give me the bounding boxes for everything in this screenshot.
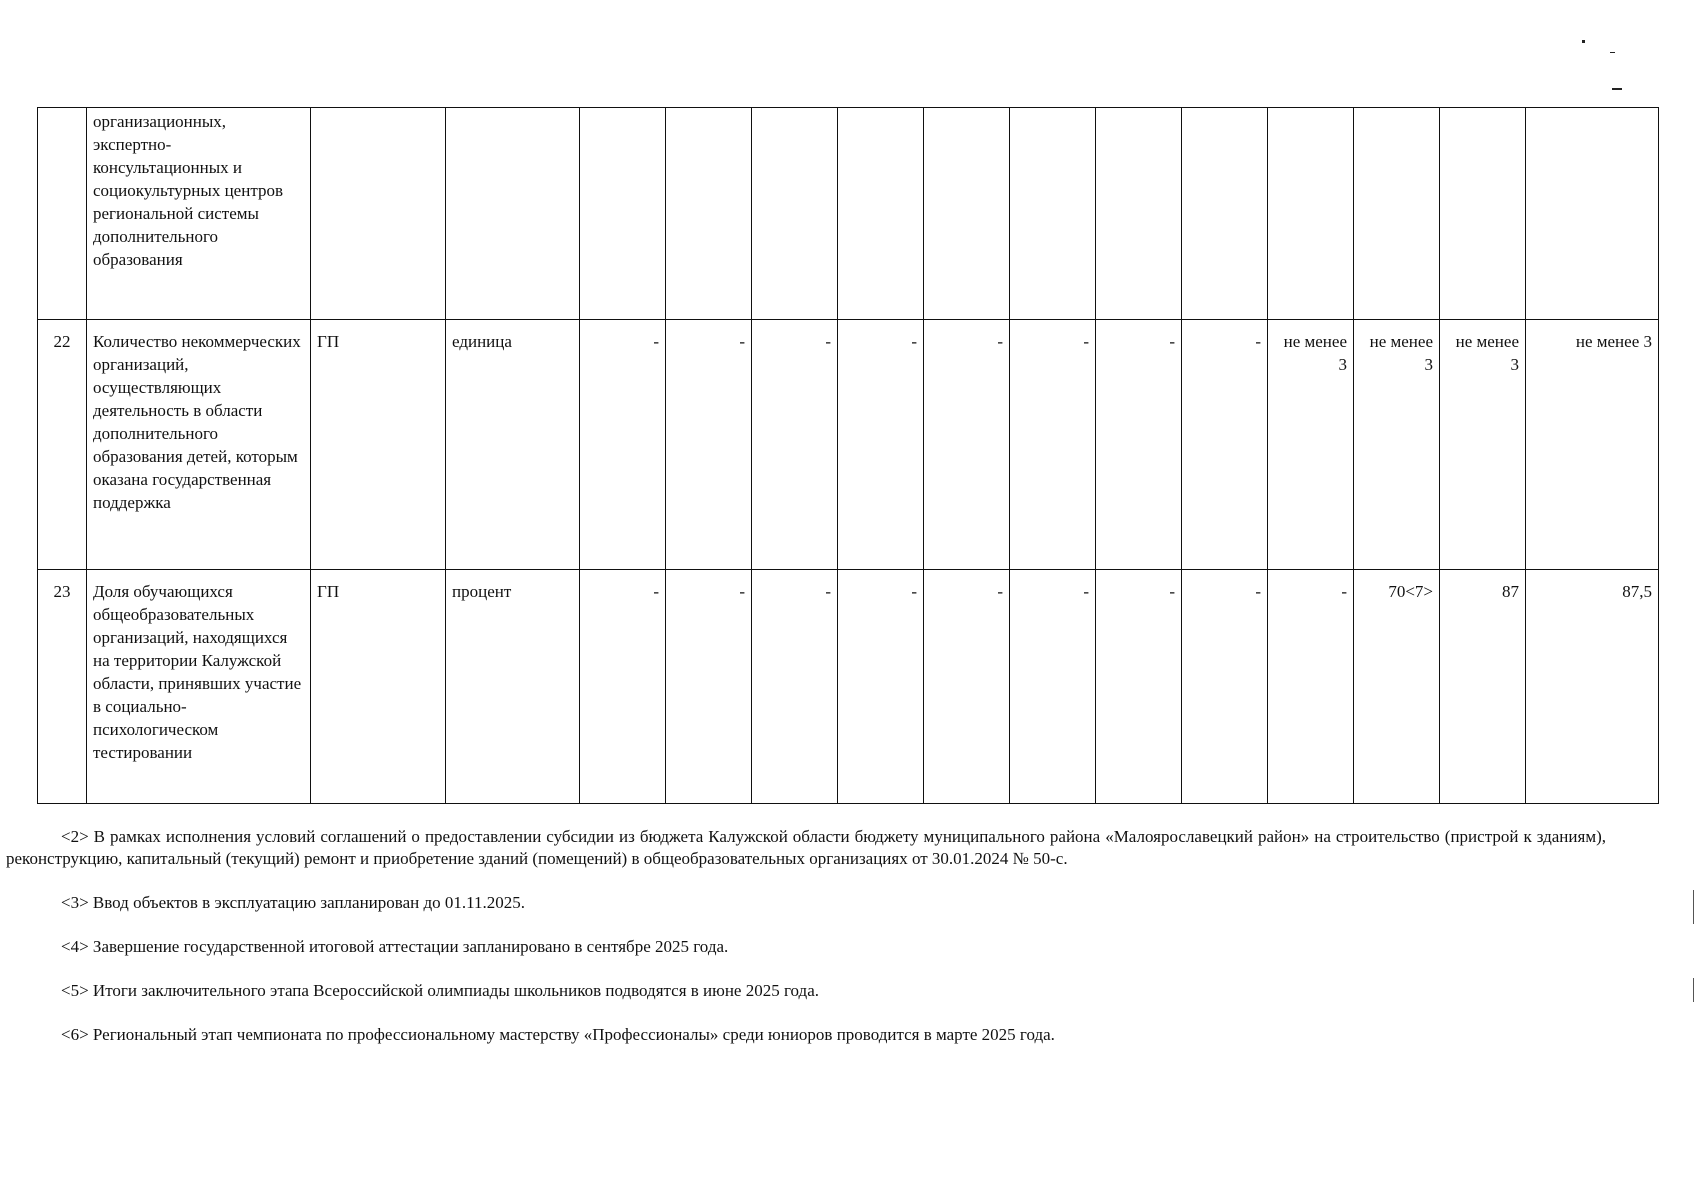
scan-edge-mark: [1693, 890, 1694, 924]
value-cell: [666, 108, 752, 320]
value-cell: -: [1268, 570, 1354, 804]
value-cell: [1182, 108, 1268, 320]
value-cell: [580, 108, 666, 320]
indicator-type: [311, 108, 446, 320]
value-cell: [1268, 108, 1354, 320]
value-cell: не менее 3: [1440, 320, 1526, 570]
value-cell: -: [1182, 570, 1268, 804]
value-cell: -: [1096, 320, 1182, 570]
value-cell: -: [580, 320, 666, 570]
value-cell: 87: [1440, 570, 1526, 804]
footnotes: [6, 826, 1606, 1068]
value-cell: [1440, 108, 1526, 320]
scan-speck: [1612, 88, 1622, 90]
value-cell: -: [924, 320, 1010, 570]
value-cell: -: [924, 570, 1010, 804]
row-number: 22: [38, 320, 87, 570]
value-cell: 87,5: [1526, 570, 1659, 804]
indicator-unit: [446, 108, 580, 320]
scan-edge-mark: [1693, 978, 1694, 1002]
indicator-name: организационных, экспертно-консультационных и социокультурных центров региональной системы дополнительного образования: [87, 108, 311, 320]
indicator-unit: единица: [446, 320, 580, 570]
value-cell: -: [666, 320, 752, 570]
row-number: 23: [38, 570, 87, 804]
footnote-6: <6> Региональный этап чемпионата по профессиональному мастерству «Профессионалы» среди юниоров проводится в марте 2025 года.: [61, 1025, 1055, 1044]
value-cell: -: [1010, 570, 1096, 804]
value-cell: -: [666, 570, 752, 804]
indicators-table: [37, 107, 1659, 804]
scan-speck: [1582, 40, 1585, 43]
value-cell: [1010, 108, 1096, 320]
scan-speck: [1610, 52, 1615, 53]
indicator-unit: процент: [446, 570, 580, 804]
footnote-3: <3> Ввод объектов в эксплуатацию запланирован до 01.11.2025.: [61, 893, 525, 912]
value-cell: [752, 108, 838, 320]
value-cell: -: [752, 570, 838, 804]
value-cell: -: [838, 570, 924, 804]
value-cell: [1526, 108, 1659, 320]
value-cell: [1096, 108, 1182, 320]
footnote-4: <4> Завершение государственной итоговой аттестации запланировано в сентябре 2025 года.: [61, 937, 729, 956]
table-row: [38, 320, 1659, 570]
value-cell: не менее 3: [1354, 320, 1440, 570]
footnote-5: <5> Итоги заключительного этапа Всероссийской олимпиады школьников подводятся в июне 2025 года.: [61, 981, 819, 1000]
value-cell: -: [1010, 320, 1096, 570]
indicator-name: Доля обучающихся общеобразовательных организаций, находящихся на территории Калужской области, принявших участие в социально-психологическом тестировании: [87, 570, 311, 804]
indicator-name: Количество некоммерческих организаций, осуществляющих деятельность в области дополнительного образования детей, которым оказана государственная поддержка: [87, 320, 311, 570]
value-cell: -: [580, 570, 666, 804]
indicator-type: ГП: [311, 570, 446, 804]
value-cell: -: [838, 320, 924, 570]
value-cell: [1354, 108, 1440, 320]
table-row: [38, 108, 1659, 320]
value-cell: 70<7>: [1354, 570, 1440, 804]
row-number: [38, 108, 87, 320]
footnote-2: <2> В рамках исполнения условий соглашений о предоставлении субсидии из бюджета Калужской области бюджету муниципального района «Малоярославецкий район» на строительство (пристрой к зданиям), реконструкцию, капитальный (текущий) ремонт и приобретение зданий (помещений) в общеобразовательных организациях от 30.01.2024 № 50-с.: [6, 827, 1606, 868]
value-cell: [924, 108, 1010, 320]
value-cell: -: [1096, 570, 1182, 804]
value-cell: -: [1182, 320, 1268, 570]
indicator-type: ГП: [311, 320, 446, 570]
value-cell: не менее 3: [1526, 320, 1659, 570]
value-cell: не менее 3: [1268, 320, 1354, 570]
value-cell: [838, 108, 924, 320]
value-cell: -: [752, 320, 838, 570]
table-row: [38, 570, 1659, 804]
